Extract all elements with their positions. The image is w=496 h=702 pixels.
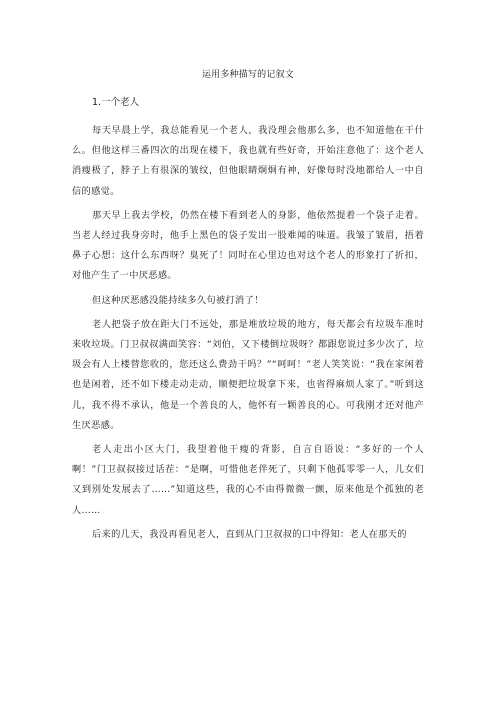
body-text	[72, 121, 424, 549]
paragraph-3: 但这种厌恶感没能持续多久句被打消了！	[92, 294, 264, 306]
paragraph-1: 每天早晨上学，我总能看见一个老人，我没理会他那么多，也不知道他在干什么。但他这样三番四次的出现在楼下，我也就有些好奇，开始注意他了：这个老人消瘦极了，脖子上有很深的皱纹，但他眼睛炯炯有神，好像每时没地都给人一中自信的感觉。	[72, 125, 424, 197]
paragraph-5: 老人走出小区大门，我望着他干瘦的背影，自言自语说：“多好的一个人啊！”门卫叔叔接过话茬：“是啊，可惜他老伴死了，只剩下他孤零零一人，儿女们又到别处发展去了……”知道这些，我的心不由得微微一颤，原来他是个孤独的老人……	[72, 444, 424, 516]
paragraph-4: 老人把袋子放在距大门不远处，那是堆放垃圾的地方，每天都会有垃圾车准时来收垃圾。门卫叔叔满面笑容：“刘伯，又下楼倒垃圾呀？都跟您说过多少次了，垃圾会有人上楼替您收的，您还这么费劲干吗？”“呵呵！”老人笑笑说：“我在家闲着也是闲着，还不如下楼走动走动，顺便把垃圾拿下来，也省得麻烦人家了。”听到这儿，我不得不承认，他是一个善良的人，他怀有一颗善良的心。可我刚才还对他产生厌恶感。	[72, 318, 424, 431]
document-title: 运用多种描写的记叙文	[201, 70, 294, 80]
paragraph-2: 那天早上我去学校，仍然在楼下看到老人的身影，他依然提着一个袋子走着。当老人经过我身旁时，他手上黑色的袋子发出一股难闻的味道。我皱了皱眉，捂着鼻子心想：这什么东西呀？臭死了！同时在心里边也对这个老人的形象打了折扣，对他产生了一中厌恶感。	[72, 209, 424, 282]
paragraph-6: 后来的几天，我没再看见老人，直到从门卫叔叔的口中得知：老人在那天的	[92, 528, 407, 540]
section-heading: 1.一个老人	[92, 97, 140, 108]
